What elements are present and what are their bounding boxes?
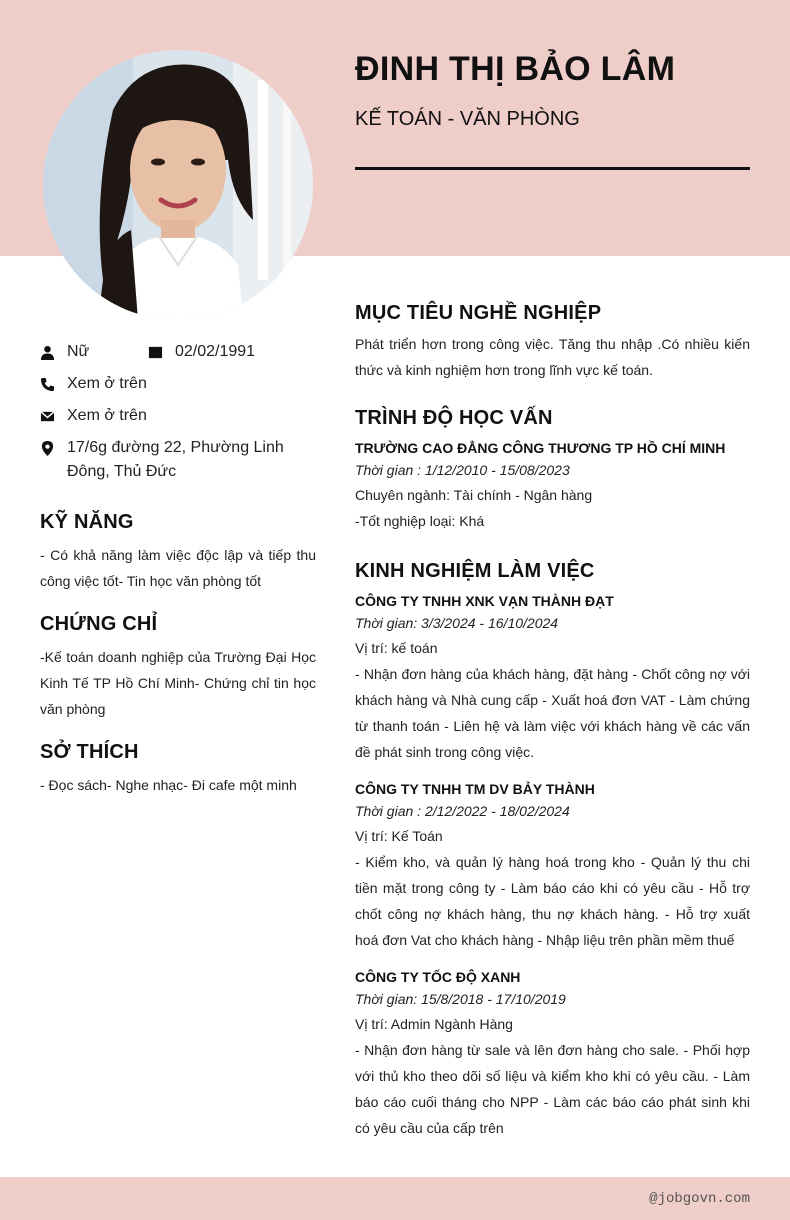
certificates-text: -Kế toán doanh nghiệp của Trường Đại Học Kinh Tế TP Hồ Chí Minh- Chứng chỉ tin học văn phòng <box>40 649 316 717</box>
person-icon <box>40 340 67 364</box>
job-description: - Nhận đơn hàng của khách hàng, đặt hàng - Chốt công nợ với khách hàng và Nhà cung cấp - Xuất hoá đơn VAT - Làm chứng từ thanh toán - Liên hệ và làm việc với khách hàng về các vấn đề phát sinh trong công việc. <box>355 666 750 760</box>
objective-heading: MỤC TIÊU NGHỀ NGHIỆP <box>355 302 602 324</box>
education-major: Chuyên ngành: Tài chính - Ngân hàng <box>355 487 593 503</box>
job-company: CÔNG TY TNHH XNK VẠN THÀNH ĐẠT <box>355 593 614 609</box>
candidate-name: ĐINH THỊ BẢO LÂM <box>355 50 676 88</box>
education-period: Thời gian : 1/12/2010 - 15/08/2023 <box>355 462 570 478</box>
job-position: Vị trí: Kế Toán <box>355 828 443 844</box>
gender-value: Nữ <box>67 343 90 360</box>
hobbies-heading: SỞ THÍCH <box>40 741 139 763</box>
objective-text: Phát triển hơn trong công việc. Tăng thu nhập .Có nhiều kiến thức và kinh nghiệm hơn trong lĩnh vực kế toán. <box>355 336 750 378</box>
calendar-icon <box>148 340 175 364</box>
footer-brand: @jobgovn.com <box>649 1191 750 1207</box>
certificates-heading: CHỨNG CHỈ <box>40 613 158 635</box>
job-item <box>355 779 750 953</box>
address-value: 17/6g đường 22, Phường Linh Đông, Thủ Đức <box>67 439 284 480</box>
profile-photo-image <box>43 50 313 320</box>
envelope-icon <box>40 404 67 428</box>
education-grade: -Tốt nghiệp loại: Khá <box>355 513 485 529</box>
experience-heading: KINH NGHIỆM LÀM VIỆC <box>355 560 595 582</box>
job-position: Vị trí: kế toán <box>355 640 438 656</box>
job-position: Vị trí: Admin Ngành Hàng <box>355 1016 513 1032</box>
job-company: CÔNG TY TỐC ĐỘ XANH <box>355 969 521 985</box>
address-row <box>40 436 316 484</box>
job-item <box>355 591 750 765</box>
job-item <box>355 967 750 1141</box>
objective-section <box>355 302 750 383</box>
job-company: CÔNG TY TNHH TM DV BẢY THÀNH <box>355 781 595 797</box>
skills-section <box>40 511 316 594</box>
candidate-title: KẾ TOÁN - VĂN PHÒNG <box>355 108 580 130</box>
certificates-section <box>40 613 316 722</box>
education-section <box>355 407 750 534</box>
job-period: Thời gian: 3/3/2024 - 16/10/2024 <box>355 615 559 631</box>
hobbies-section <box>40 741 316 798</box>
contact-info <box>40 340 316 492</box>
phone-row <box>40 372 316 396</box>
job-period: Thời gian : 2/12/2022 - 18/02/2024 <box>355 803 570 819</box>
email-row <box>40 404 316 428</box>
school-name: TRƯỜNG CAO ĐẲNG CÔNG THƯƠNG TP HỒ CHÍ MINH <box>355 440 726 456</box>
phone-icon <box>40 372 67 396</box>
phone-value: Xem ở trên <box>67 375 147 392</box>
hobbies-text: - Đọc sách- Nghe nhạc- Đi cafe một minh <box>40 777 297 793</box>
skills-text: - Có khả năng làm việc độc lập và tiếp thu công việc tốt- Tin học văn phòng tốt <box>40 547 316 589</box>
skills-heading: KỸ NĂNG <box>40 511 134 533</box>
location-pin-icon <box>40 436 67 460</box>
email-value: Xem ở trên <box>67 407 147 424</box>
profile-photo <box>43 50 313 320</box>
dob-value: 02/02/1991 <box>175 343 256 360</box>
education-heading: TRÌNH ĐỘ HỌC VẤN <box>355 407 553 429</box>
experience-section <box>355 560 750 1141</box>
job-description: - Kiểm kho, và quản lý hàng hoá trong kho - Quản lý thu chi tiền mặt trong công ty - Làm báo cáo khi có yêu cầu - Hỗ trợ chốt công nợ khách hàng, thu nợ khách hàng. - Hỗ trợ xuất hoá đơn Vat cho khách hàng - Nhập liệu trên phần mềm thuế <box>355 854 750 948</box>
job-description: - Nhận đơn hàng từ sale và lên đơn hàng cho sale. - Phối hợp với thủ kho theo dõi số liệu và kiểm kho khi có yêu cầu. - Làm báo cáo cuối tháng cho NPP - Làm các báo cáo phát sinh khi có yêu cầu của cấp trên <box>355 1042 750 1136</box>
title-divider <box>355 167 750 170</box>
job-period: Thời gian: 15/8/2018 - 17/10/2019 <box>355 991 566 1007</box>
gender-dob-row <box>40 340 316 364</box>
